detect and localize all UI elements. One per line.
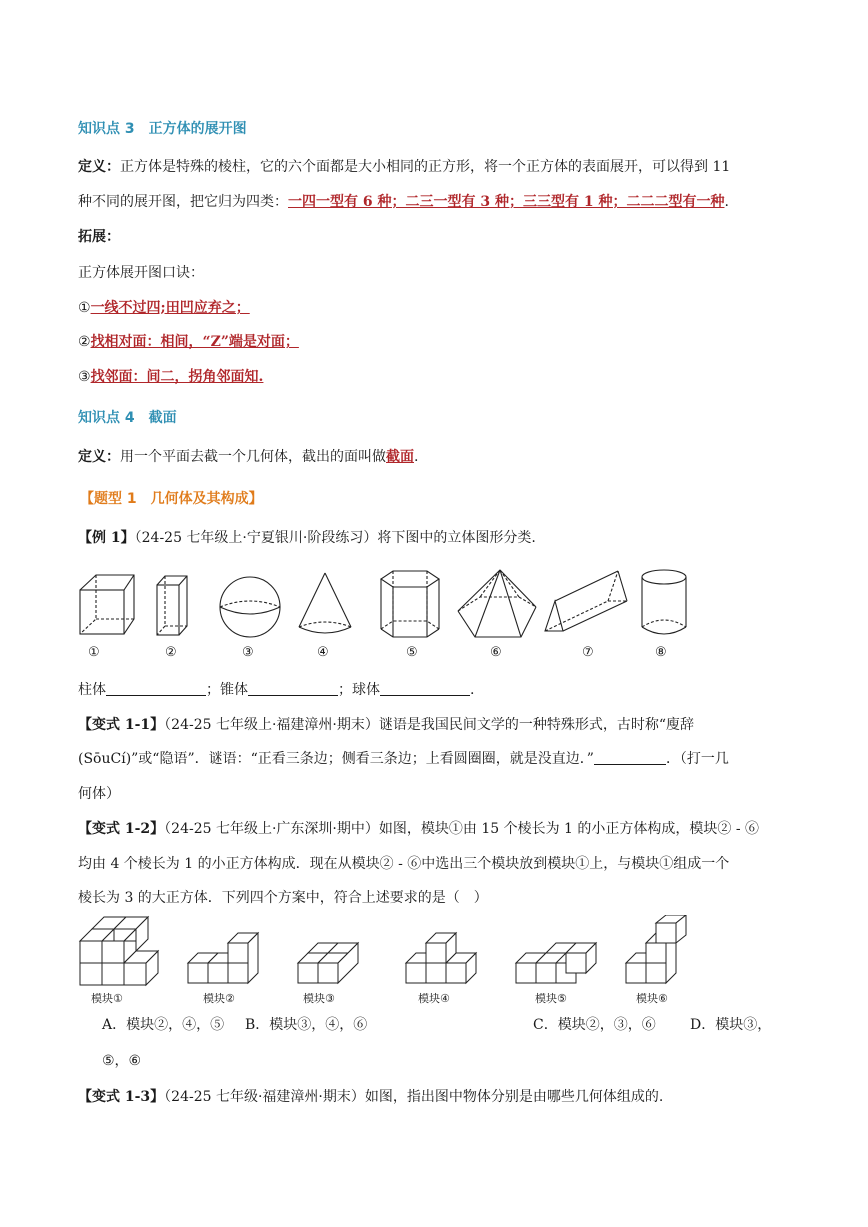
variant-text: (SōuCí)”或“隐语”．谜语：“正看三条边；侧看三条边；上看圆圈圈，就是没直边．” (78, 751, 594, 767)
shape-label-4: ④ (317, 645, 329, 660)
option-d-continued: ⑤，⑥ (102, 1053, 142, 1069)
knowledge-point-3-heading (78, 119, 247, 139)
example-label: 【例 1】 (78, 530, 135, 546)
shape-label-2: ② (165, 645, 177, 660)
mnemonic-item-2 (78, 332, 299, 352)
option-d[interactable]: D．模块③， (690, 1017, 772, 1033)
pyramid-blank[interactable] (248, 681, 338, 696)
modules-figure (76, 915, 716, 990)
example-1 (78, 528, 536, 548)
rectangular-prism-shape (157, 576, 187, 635)
definition-text: 用一个平面去截一个几何体，截出的面叫做 (120, 449, 386, 465)
kp3-title: 正方体的展开图 (148, 121, 247, 137)
module-3-drawing (298, 943, 358, 983)
answer-line (78, 680, 474, 700)
cube-shape (80, 575, 134, 634)
kp4-title: 截面 (148, 410, 177, 426)
pyramid-label: ；锥体 (206, 682, 248, 698)
knowledge-point-4-heading (78, 408, 177, 428)
variant-1-2-line2: 均由 4 个棱长为 1 的小正方体构成．现在从模块② - ⑥中选出三个模块放到模块①上，与模块①组成一个 (78, 856, 730, 872)
module-label-5: 模块⑤ (535, 992, 567, 1005)
definition-1-line2 (78, 192, 729, 212)
variant-1-3 (78, 1087, 663, 1107)
option-a[interactable]: A．模块②，④，⑤ (102, 1017, 225, 1033)
variant-1-2-line3: 棱长为 3 的大正方体．下列四个方案中，符合上述要求的是（ ） (78, 890, 488, 906)
mnemonic-text: 找相对面：相间，“Z”端是对面； (90, 334, 299, 350)
definition-text: 种不同的展开图，把它归为四类： (78, 194, 288, 210)
variant-1-1-line3: 何体） (78, 786, 120, 802)
definition-text: . (414, 449, 419, 465)
module-label-3: 模块③ (303, 992, 335, 1005)
module-5-drawing (516, 943, 596, 983)
question-type-1-heading: 【题型 1 几何体及其构成】 (80, 491, 263, 507)
sphere-label: ；球体 (338, 682, 380, 698)
hexagonal-prism-shape (381, 571, 439, 637)
variant-label: 【变式 1-1】 (78, 717, 165, 733)
definition-text: . (724, 194, 729, 210)
cylinder-shape (642, 570, 686, 634)
triangular-prism-shape (545, 571, 627, 631)
mnemonic-mark: ① (78, 300, 91, 316)
variant-text: ．（打一几 (665, 751, 729, 767)
definition-label: 定义： (78, 159, 120, 175)
definition-1-line1 (78, 157, 730, 177)
mnemonic-text: 一线不过四;田凹应弃之； (90, 300, 250, 316)
example-source: （24-25 七年级上·宁夏银川·阶段练习） (134, 530, 378, 546)
sphere-shape (220, 577, 280, 637)
variant-label: 【变式 1-3】 (78, 1089, 165, 1105)
definition-2 (78, 447, 418, 467)
extension-label: 拓展： (78, 229, 120, 245)
definition-highlight: 一四一型有 6 种；二三一型有 3 种；三三型有 1 种；二二二型有一种 (288, 194, 725, 210)
prism-label: 柱体 (78, 682, 106, 698)
definition-highlight: 截面 (386, 449, 414, 465)
variant-1-1-line2 (78, 749, 729, 769)
option-b[interactable]: B．模块③，④，⑥ (245, 1017, 368, 1033)
kp4-number: 知识点 4 (78, 410, 135, 426)
kp3-number: 知识点 3 (78, 121, 135, 137)
mnemonic-title: 正方体展开图口诀： (78, 265, 204, 281)
shape-label-8: ⑧ (655, 645, 667, 660)
variant-text: （24-25 七年级上·福建漳州·期末）谜语是我国民间文学的一种特殊形式，古时称“廋辞 (164, 717, 695, 733)
variant-text: （24-25 七年级上·广东深圳·期中）如图，模块①由 15 个棱长为 1 的小正方体构成，模块② - ⑥ (164, 821, 760, 837)
definition-label: 定义： (78, 449, 120, 465)
option-c[interactable]: C．模块②，③，⑥ (533, 1017, 656, 1033)
shape-label-3: ③ (242, 645, 254, 660)
module-4-drawing (406, 933, 476, 983)
mnemonic-mark: ② (78, 334, 91, 350)
cone-shape (299, 573, 351, 633)
prism-blank[interactable] (106, 681, 206, 696)
module-label-6: 模块⑥ (636, 992, 668, 1005)
module-label-1: 模块① (91, 992, 123, 1005)
shape-label-5: ⑤ (406, 645, 418, 660)
module-6-drawing (626, 915, 686, 983)
pentagonal-pyramid-shape (458, 570, 536, 637)
sphere-blank[interactable] (380, 681, 470, 696)
mnemonic-item-1 (78, 298, 250, 318)
mnemonic-text: 找邻面：间二，拐角邻面知. (90, 369, 264, 385)
module-1-drawing (80, 917, 158, 985)
shape-label-6: ⑥ (490, 645, 502, 660)
shape-label-7: ⑦ (582, 645, 594, 660)
module-2-drawing (188, 933, 258, 983)
mnemonic-item-3 (78, 367, 263, 387)
period: . (470, 682, 475, 698)
solid-shapes-figure (75, 565, 715, 645)
variant-1-1-line1 (78, 715, 694, 735)
variant-text: （24-25 七年级·福建漳州·期末）如图，指出图中物体分别是由哪些几何体组成的. (164, 1089, 664, 1105)
definition-text: 正方体是特殊的棱柱，它的六个面都是大小相同的正方形，将一个正方体的表面展开，可以得到 11 (120, 159, 731, 175)
module-label-4: 模块④ (418, 992, 450, 1005)
shape-label-1: ① (88, 645, 100, 660)
mnemonic-mark: ③ (78, 369, 91, 385)
variant-label: 【变式 1-2】 (78, 821, 165, 837)
variant-1-2-line1 (78, 819, 759, 839)
module-label-2: 模块② (203, 992, 235, 1005)
example-text: 将下图中的立体图形分类. (377, 530, 536, 546)
riddle-blank[interactable] (594, 750, 666, 765)
